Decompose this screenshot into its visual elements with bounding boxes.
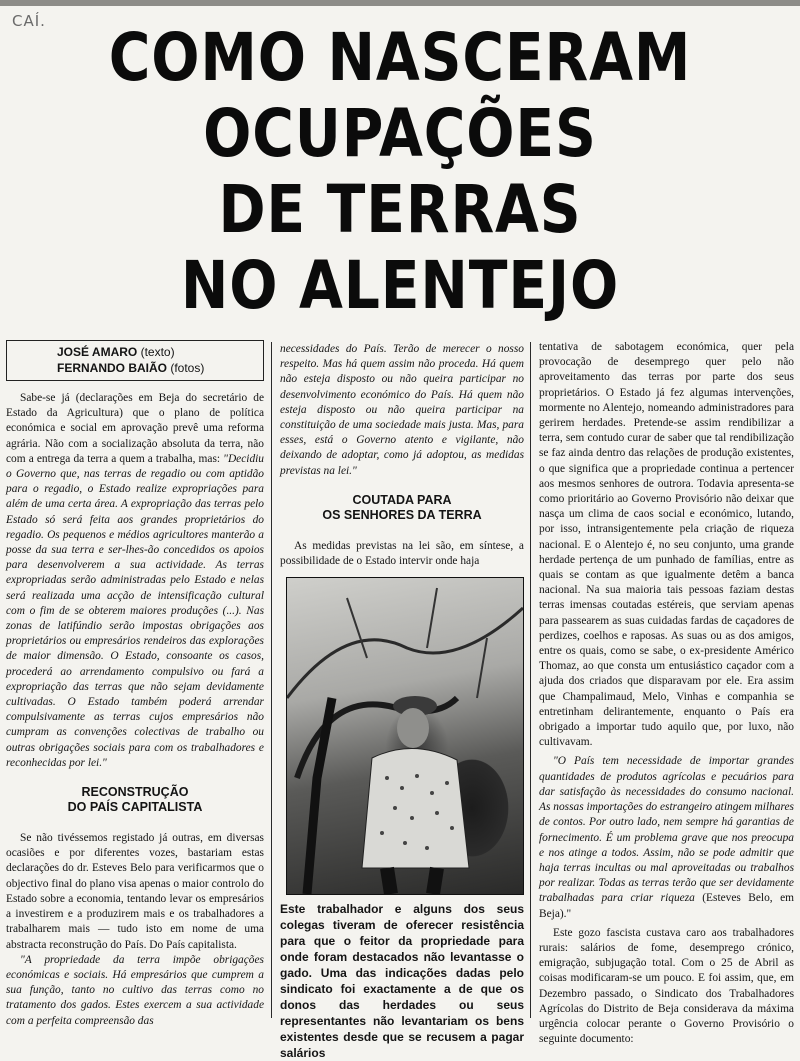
byline-box	[6, 340, 264, 381]
article-headline	[90, 20, 709, 324]
top-edge-rule	[0, 0, 800, 6]
quote-attribution: (Esteves Belo, em Beja)."	[539, 892, 794, 920]
headline-line-3: DE TERRAS	[218, 171, 582, 248]
headline-line-2: OCUPAÇÕES	[203, 95, 597, 172]
subhead-line-1: RECONSTRUÇÃO	[81, 785, 189, 800]
subhead-line-2: OS SENHORES DA TERRA	[322, 507, 482, 522]
subhead-line-2: DO PAÍS CAPITALISTA	[67, 800, 203, 815]
column-divider	[271, 342, 272, 1018]
photo-illustration	[287, 578, 523, 894]
author-name: JOSÉ AMARO	[57, 345, 138, 359]
paragraph: Este gozo fascista custava caro aos trabalhadores rurais: salários de fome, desemprego crónico, emigração, subjugação total. Com o 25 de Abril as coisas modificaram-se um pouco. E foi assim, que, em Dezembro passado, o Sindicato dos Trabalhadores Agrícolas do Distrito de Beja considerava da máxima urgência colocar perante o Governo Provisório o seguinte documento:	[539, 926, 794, 1046]
handwritten-margin-note: CAÍ.	[12, 12, 46, 30]
quoted-paragraph	[539, 754, 794, 921]
author-role: (texto)	[140, 345, 175, 359]
quoted-paragraph: necessidades do País. Terão de merecer o nosso respeito. Mas há quem assim não proceda. Há quem não esteja disposto ou não queira participar no desenvolvimento económico do País. Há quem não esteja disposto ou não queira participar na constituição de uma sociedade mais justa. Mas, para esses, está o Governo atento e vigilante, não deixando de adoptar, como já adoptou, as medidas previstas na lei."	[280, 343, 524, 477]
byline-photographer	[15, 360, 255, 376]
quoted-text: "O País tem necessidade de importar grandes quantidades de produtos agrícolas e pecuários para dar satisfação às necessidades do consumo nacional. As nossas importações do estrangeiro atingem milhares de contos. Por outro lado, nem sempre há garantias de fornecimento. É um problema grave que nos preocupa e nos atinge a todos. Assim, não se pode admitir que haja terras incultas ou mal aproveitadas ou trabalhos por realizar. Todas as terras terão que ser devidamente trabalhadas para criar riqueza	[539, 755, 794, 905]
headline-line-4: NO ALENTEJO	[180, 247, 620, 324]
section-subhead	[280, 493, 524, 523]
photographer-name: FERNANDO BAIÃO	[57, 361, 167, 375]
quoted-paragraph: "A propriedade da terra impõe obrigações económicas e sociais. Há empresários que cumprem a sua função, tanto no cultivo das terras como no tratamento dos gados. Estes exercem a sua actividade com a perfeita compreensão das	[6, 953, 264, 1027]
photo-farm-worker	[286, 577, 524, 895]
paragraph: tentativa de sabotagem económica, quer pela provocação de desemprego quer pelo não aproveitamento das terras por parte dos seus proprietários. O Estado já fez algumas intervenções, mormente no Alentejo, nomeando administradores para gerirem herdades. Pretende-se assim rendibilizar a terra, sem contudo curar de saber que tal rendibilização se faz ainda dentro das relações de produção existentes, o que significa que a propriedade continua a pertencer aos mesmos senhores de outrora. Todavia apresenta-se como prioritário ao Governo Provisório não deixar que nasça um clima de caos social e económico, lutando, por isso, intransigentemente pela criação de riqueza nacional. E o Alentejo é, no seu conjunto, uma grande herdade pertença de um punhado de famílias, entre as quais se contam as que igualmente detêm a banca nacional. Na sua maioria tais pessoas faziam destas terras imensas coutadas estéreis, que serviam apenas para passearem as suas cuidadas fardas de caçadores de perdizes, coelhos e raposas. As suas ou as dos amigos, entre os quais, como se sabe, o ex-presidente Américo Thomaz, ao que consta um entusiástico caçador com a ajuda dos criados que disparavam por ele. Era assim que Champalimaud, Melo, Vinhas e companhia se entretinham delirantemente, enquanto o País era obrigado a importar tudo aquilo que, por luxo, não cultivavam.	[539, 341, 794, 749]
column-divider	[530, 342, 531, 1018]
article-column-1	[6, 340, 264, 1029]
byline-author	[15, 344, 255, 360]
article-column-2	[280, 342, 524, 1061]
article-column-3	[539, 340, 794, 1047]
subhead-line-1: COUTADA PARA	[352, 492, 452, 507]
quoted-text: "Decidiu o Governo que, nas terras de regadio ou com aptidão para o regadio, o Estado realize expropriações para além de uma certa área. A expropriação das terras pelo Estado só será feita aos grandes proprietários do regadio. Os pequenos e médios agricultores manterão a posse da sua terra e ser-lhes-ão concedidos os apoios para desenvolverem a sua actividade. As terras expropriadas serão administradas pelo Estado e nelas será realizada uma acção de intensificação cultural com o fim de se obterem maiores produções (...). Nas zonas de latifúndio serão impostas obrigações aos proprietários ou empresários rendeiros das explorações de maior dimensão. O Estado, consoante os casos, procederá ao arrendamento compulsivo ou fará a expropriação das terras que não sejam devidamente cultivadas. O Estado também poderá arrendar compulsivamente as terras cujos empresários não cumpram as convenções colectivas de trabalho ou outras obrigações sociais para com os trabalhadores e reconhecidas por lei."	[6, 452, 264, 769]
paragraph: As medidas previstas na lei são, em síntese, a possibilidade de o Estado intervir onde haja	[280, 539, 524, 568]
photographer-role: (fotos)	[170, 361, 205, 375]
paragraph	[6, 391, 264, 771]
paragraph: Se não tivéssemos registado já outras, em diversas ocasiões e por diferentes vozes, bastariam estas declarações do dr. Esteves Belo para verificarmos que o objectivo final do plano visa apenas o maior controlo do Estado sobre a economia, tentando levar os empresários a investirem e a produzirem mais e os trabalhadores a trabalharem mais — tudo isto em nome de uma abstracta reconstrução do País. Do País capitalista.	[6, 832, 264, 951]
photo-caption: Este trabalhador e alguns dos seus colegas tiveram de oferecer resistência para que o feitor da propriedade para onde foram destacados não levantasse o gado. Uma das indicações dadas pelo sindicato foi exactamente a de que os donos das herdades ou seus representantes não levantariam os bens existentes desde que se recusem a pagar salários	[280, 902, 524, 1061]
paragraph-text: Sabe-se já (declarações em Beja do secretário de Estado da Agricultura) que o plano de política económica e social em aprovação prevê uma reforma agrária. Não com a socialização absoluta da terra, não com a entrega da terra a quem a trabalha, mas:	[6, 392, 264, 465]
headline-line-1: COMO NASCERAM	[108, 19, 692, 96]
section-subhead	[6, 785, 264, 815]
